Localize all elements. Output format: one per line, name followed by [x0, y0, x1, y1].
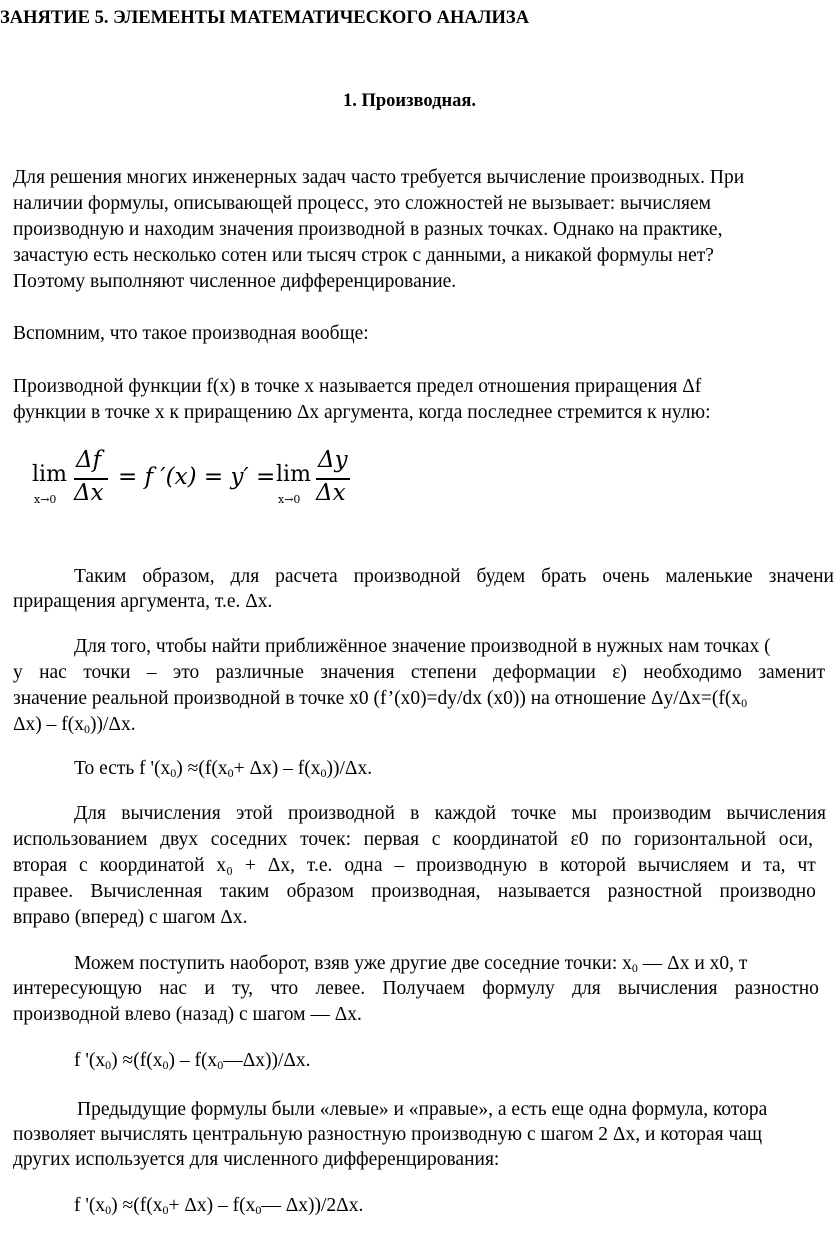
- word: ε): [612, 662, 627, 683]
- word: таким: [219, 881, 270, 902]
- compute-line-2: [13, 828, 813, 852]
- word: производную: [416, 855, 528, 876]
- word: соседних: [210, 829, 288, 850]
- word: заменит: [758, 662, 825, 683]
- word: точки: [83, 662, 131, 683]
- word: и: [204, 978, 215, 999]
- subscript: 0: [162, 1058, 169, 1072]
- approx-line-2: [13, 661, 825, 685]
- word: нас: [39, 662, 67, 683]
- word: расчета: [275, 566, 338, 587]
- intro-line-5: Поэтому выполняют численное дифференцирование.: [13, 271, 457, 292]
- central-line-2: позволяет вычислять центральную разностную производную с шагом 2 Δx, и которая чащ: [13, 1124, 762, 1145]
- word: необходимо: [643, 662, 742, 683]
- word: различные: [215, 662, 304, 683]
- formula-part: ) – f(x: [168, 1050, 218, 1071]
- approx-line-4: [13, 713, 136, 741]
- word: точек:: [300, 829, 351, 850]
- compute-line-1: [74, 802, 826, 826]
- formula-part: f '(x: [74, 1050, 106, 1071]
- word: –: [146, 662, 157, 683]
- word: это: [172, 662, 200, 683]
- word: маленькие: [665, 566, 753, 587]
- reverse-line-1: [74, 952, 747, 980]
- compute-line-4: [13, 880, 816, 904]
- derivative-limit-formula: [32, 448, 352, 510]
- word: двух: [160, 829, 199, 850]
- word: для: [572, 978, 601, 999]
- intro-line-3: производную и находим значения производной в разных точках. Однако на практике,: [13, 219, 723, 240]
- word: производная,: [371, 881, 481, 902]
- central-line-1: Предыдущие формулы были «левые» и «правые», а есть еще одна формула, котора: [77, 1099, 768, 1120]
- word: называется: [497, 881, 591, 902]
- word: которой: [560, 855, 627, 876]
- word: с: [79, 855, 88, 876]
- word: разностно: [734, 978, 819, 999]
- formula-part: + Δx) – f(x: [233, 758, 321, 779]
- word: использованием: [13, 829, 148, 850]
- word: координатой: [453, 829, 558, 850]
- word: та,: [763, 855, 786, 876]
- word: производно: [719, 881, 816, 902]
- word: нас: [159, 978, 188, 999]
- approx-line-4-end: ))/Δx.: [90, 714, 136, 735]
- word: для: [230, 566, 260, 587]
- fraction-1-numerator: Δf: [76, 447, 102, 473]
- word: чт: [797, 855, 816, 876]
- word: одна: [344, 855, 383, 876]
- reverse-line-1-end: — Δx и x0, т: [637, 953, 748, 974]
- central-difference-formula: [74, 1194, 363, 1222]
- word: будем: [476, 566, 526, 587]
- reverse-line-3: производной влево (назад) с шагом — Δx.: [13, 1004, 362, 1025]
- word: оси,: [778, 829, 813, 850]
- word: Вычисленная: [90, 881, 203, 902]
- word: ε0: [570, 829, 589, 850]
- word: координатой: [99, 855, 205, 876]
- reverse-line-2: [13, 977, 819, 1001]
- formula-part: ) ≈(f(x: [111, 1195, 163, 1216]
- word: этой: [235, 803, 273, 824]
- formula-part: + Δx) – f(x: [168, 1195, 256, 1216]
- word: Получаем: [382, 978, 465, 999]
- word: вычисления: [121, 803, 221, 824]
- backward-difference-formula: [74, 1049, 311, 1077]
- formula-part: ))/Δx.: [326, 758, 373, 779]
- word: x₀: [216, 855, 233, 876]
- reverse-line-1-text: Можем поступить наоборот, взяв уже другие две соседние точки: x: [74, 953, 632, 974]
- intro-line-2: наличии формулы, описывающей процесс, это сложностей не вызывает: вычисляем: [13, 193, 711, 214]
- word: что: [270, 978, 299, 999]
- word: формулу: [482, 978, 555, 999]
- fraction-1-denominator: Δx: [74, 480, 104, 506]
- subscript: 0: [227, 766, 234, 780]
- word: левее.: [315, 978, 366, 999]
- compute-line-3: [13, 854, 816, 878]
- thus-line-1: [74, 565, 834, 589]
- word: интересующую: [13, 978, 142, 999]
- approx-line-3: [13, 687, 747, 715]
- subscript: 0: [320, 766, 327, 780]
- intro-line-1: Для решения многих инженерных задач часто требуется вычисление производных. При: [13, 167, 745, 188]
- formula-part: —Δx))/Δx.: [223, 1050, 311, 1071]
- thus-line-2: приращения аргумента, т.е. Δx.: [13, 591, 273, 612]
- fraction-2-numerator: Δy: [318, 447, 348, 473]
- word: по: [601, 829, 622, 850]
- subscript: 0: [217, 1058, 224, 1072]
- word: +: [244, 855, 256, 876]
- word: значени: [768, 566, 834, 587]
- word: мы: [571, 803, 597, 824]
- word: производной: [353, 566, 461, 587]
- formula-part: — Δx))/2Δx.: [261, 1195, 364, 1216]
- word: деформации: [493, 662, 596, 683]
- word: –: [394, 855, 405, 876]
- word: с: [431, 829, 441, 850]
- word: Δx,: [267, 855, 295, 876]
- formula-part: ) ≈(f(x: [176, 758, 228, 779]
- word: точке: [511, 803, 557, 824]
- word: Для: [74, 803, 107, 824]
- word: брать: [541, 566, 587, 587]
- formula-part: То есть f '(x: [74, 758, 171, 779]
- subscript: 0: [105, 1058, 112, 1072]
- approx-line-4-text: Δx) – f(x: [13, 714, 85, 735]
- section-heading: 1. Производная.: [343, 91, 477, 111]
- word: очень: [602, 566, 650, 587]
- word: значения: [320, 662, 395, 683]
- word: у: [13, 662, 23, 683]
- recall-line: Вспомним, что такое производная вообще:: [13, 323, 369, 344]
- word: каждой: [434, 803, 497, 824]
- approx-line-3-text: значение реальной производной в точке x0 (f’(x0)=dy/dx (x0)) на отношение Δy/Δx=(f(x: [13, 688, 742, 709]
- intro-line-4: зачастую есть несколько сотен или тысяч строк с данными, а никакой формулы нет?: [13, 245, 714, 266]
- fraction-2-denominator: Δx: [316, 480, 346, 506]
- word: вычисляем: [638, 855, 729, 876]
- central-line-3: других используется для численного дифференцирования:: [13, 1149, 500, 1170]
- word: образом,: [142, 566, 215, 587]
- word: производной: [288, 803, 395, 824]
- forward-difference-formula: [74, 757, 372, 785]
- word: вторая: [13, 855, 68, 876]
- lim-2-subscript: x→0: [278, 493, 301, 506]
- subscript: 0: [170, 766, 177, 780]
- definition-line-1: Производной функции f(x) в точке x называется предел отношения приращения Δf: [13, 376, 702, 397]
- word: и: [740, 855, 752, 876]
- word: горизонтальной: [634, 829, 767, 850]
- word: вычисления: [726, 803, 826, 824]
- subscript: 0: [631, 961, 638, 975]
- definition-line-2: функции в точке x к приращению Δx аргумента, когда последнее стремится к нулю:: [13, 402, 711, 423]
- approx-line-1: Для того, чтобы найти приближённое значение производной в нужных нам точках (: [74, 636, 771, 657]
- lesson-title: ЗАНЯТИЕ 5. ЭЛЕМЕНТЫ МАТЕМАТИЧЕСКОГО АНАЛИЗА: [0, 8, 530, 28]
- compute-line-5: вправо (вперед) с шагом Δx.: [13, 907, 248, 928]
- formula-part: ) ≈(f(x: [111, 1050, 163, 1071]
- word: производим: [612, 803, 712, 824]
- word: образом: [286, 881, 354, 902]
- subscript: 0: [162, 1203, 169, 1217]
- lim-1: lim: [32, 462, 67, 487]
- word: ту,: [232, 978, 254, 999]
- subscript: 0: [105, 1203, 112, 1217]
- word: в: [539, 855, 549, 876]
- subscript: 0: [255, 1203, 262, 1217]
- lim-1-subscript: x→0: [34, 493, 57, 506]
- word: Таким: [74, 566, 127, 587]
- word: первая: [363, 829, 420, 850]
- word: степени: [410, 662, 477, 683]
- word: вычисления: [618, 978, 718, 999]
- formula-part: f '(x: [74, 1195, 106, 1216]
- formula-middle: = f ′(x) = y′ =: [118, 464, 276, 490]
- subscript: 0: [84, 722, 91, 736]
- lim-2: lim: [276, 462, 311, 487]
- word: разностной: [607, 881, 703, 902]
- word: в: [410, 803, 420, 824]
- word: правее.: [13, 881, 74, 902]
- word: т.е.: [306, 855, 333, 876]
- subscript: 0: [741, 696, 748, 710]
